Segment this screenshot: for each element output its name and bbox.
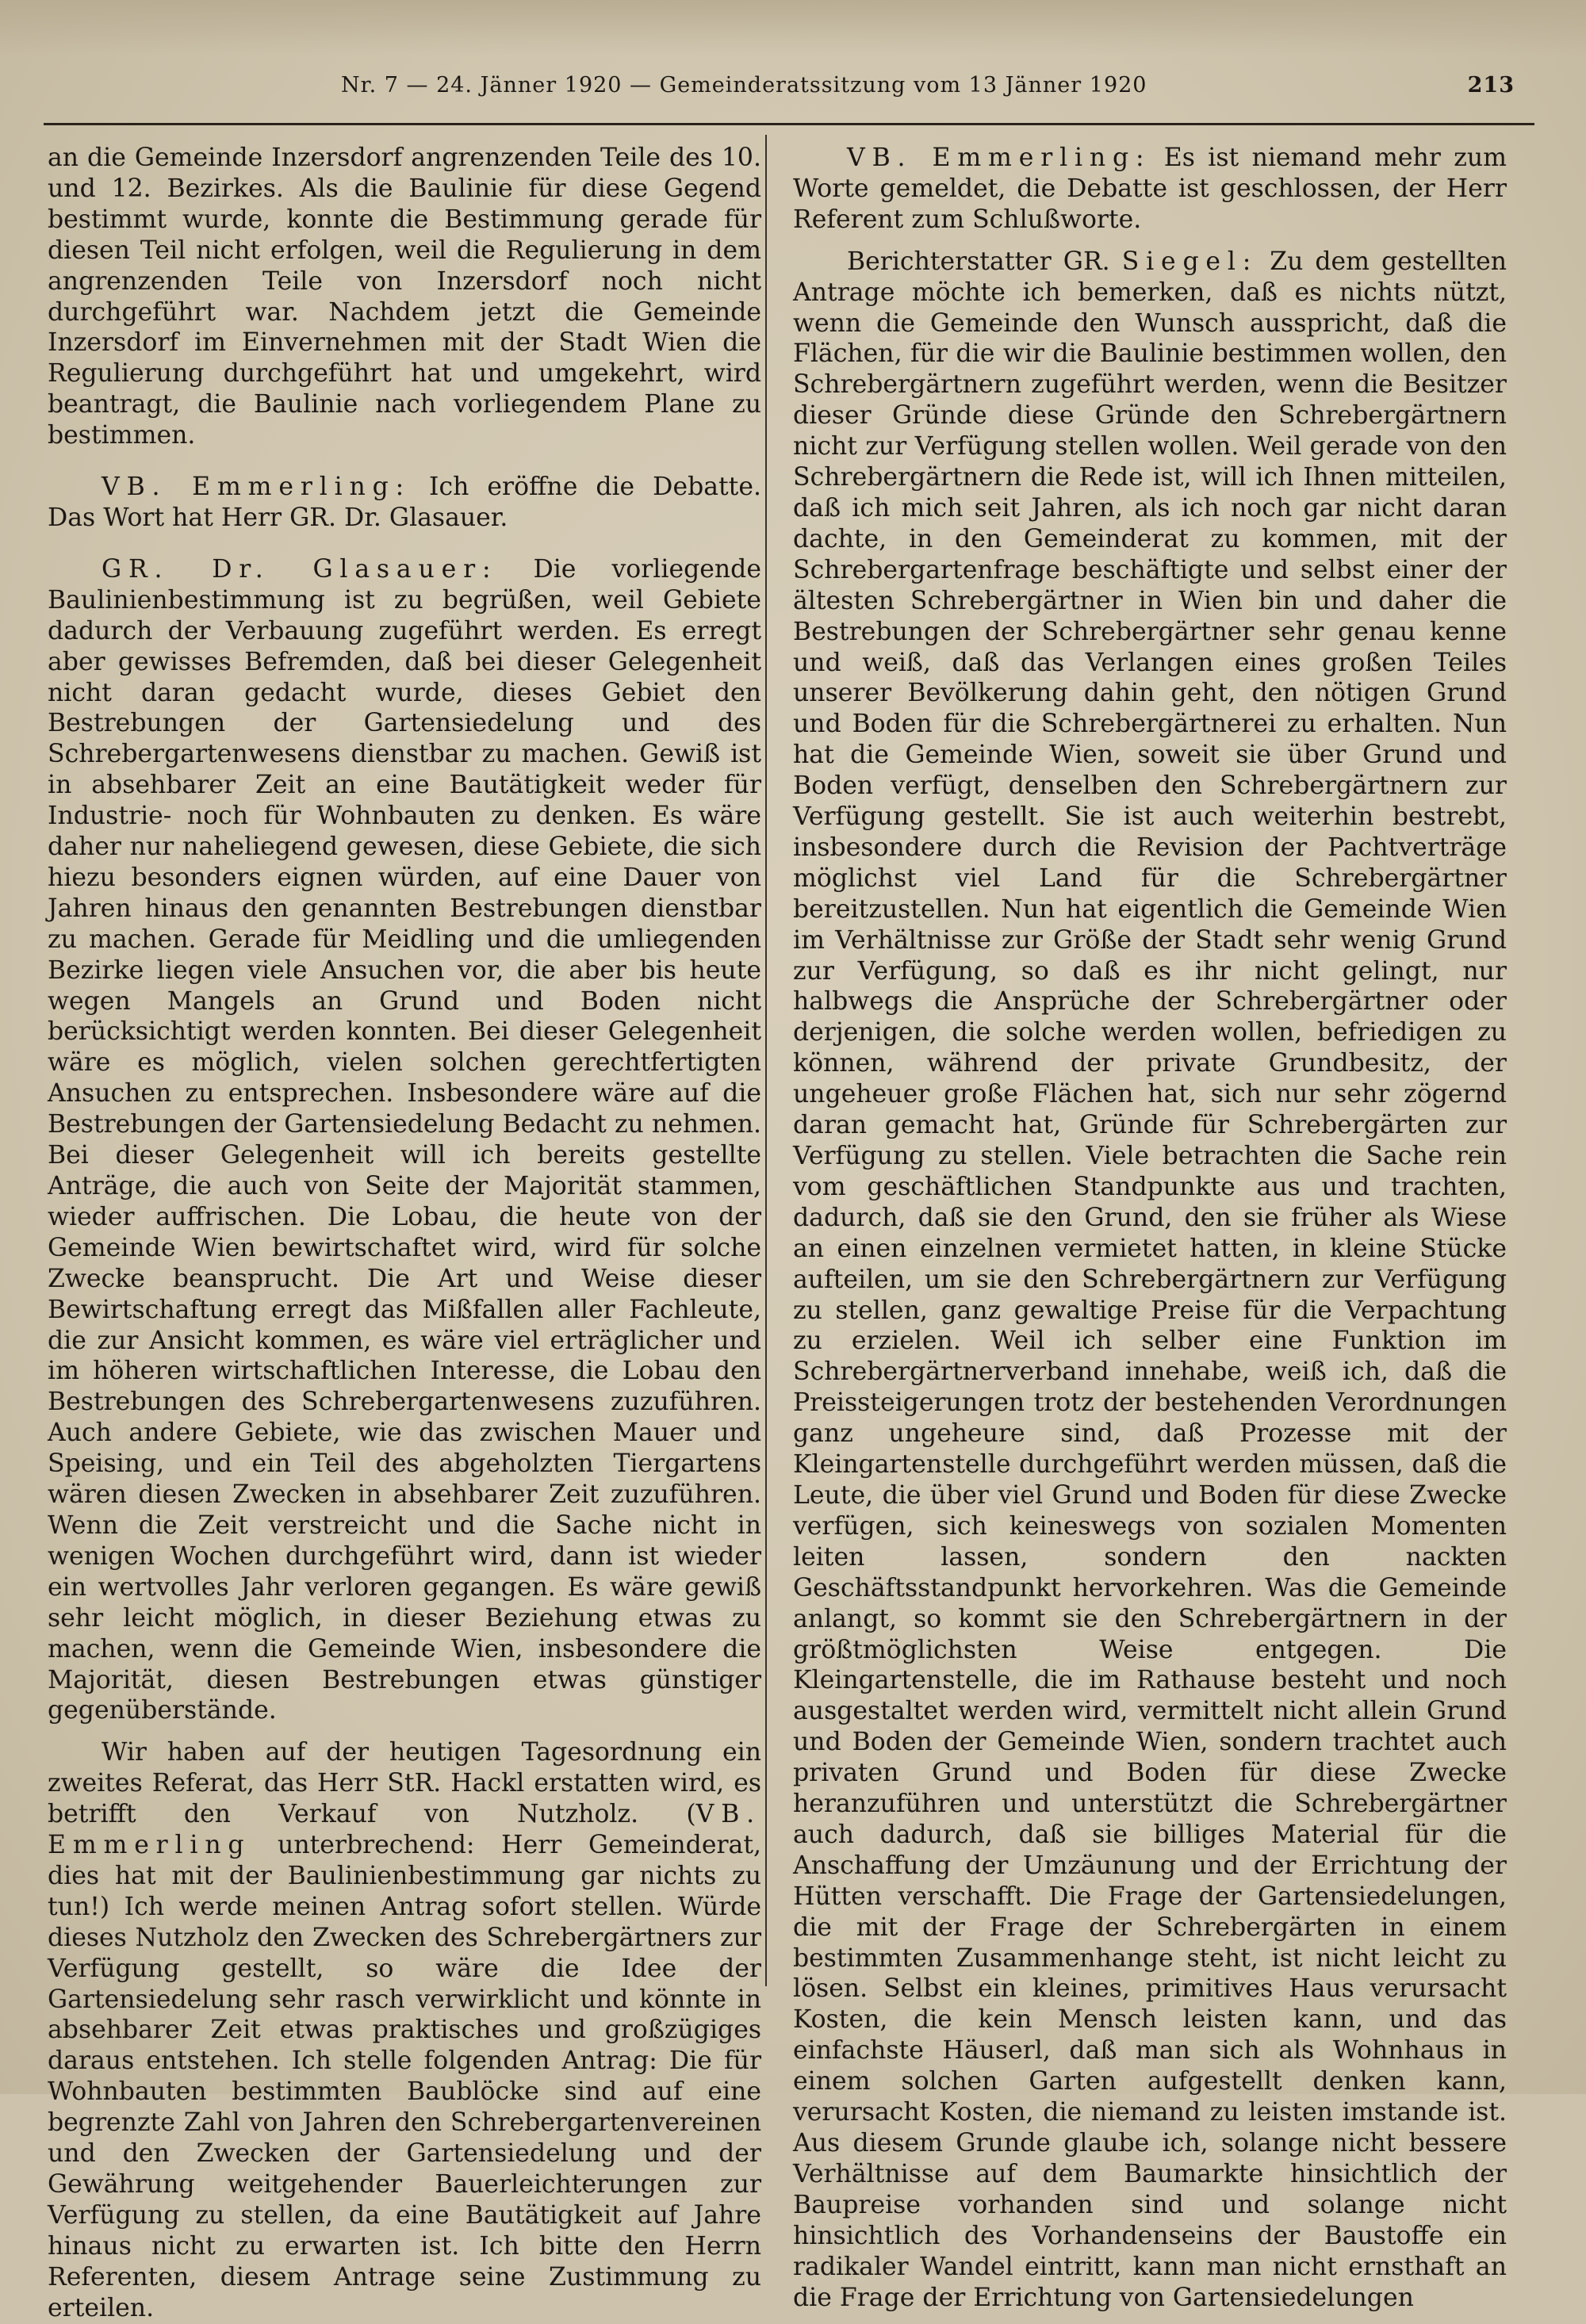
paragraph bbox=[48, 472, 761, 534]
paragraph-text: Es ist niemand mehr zum Worte gemeldet, die Debatte ist geschlossen, der Herr Referent zum Schlußworte. bbox=[793, 144, 1507, 234]
speaker-title: Berichterstatter GR. bbox=[847, 247, 1110, 276]
paragraph-text: Ich eröffne die Debatte. Das Wort hat Herr GR. Dr. Glasauer. bbox=[48, 473, 761, 532]
right-column bbox=[793, 143, 1507, 2312]
paragraph bbox=[793, 143, 1507, 235]
speaker-name: VB. Emmerling: bbox=[102, 473, 412, 502]
paragraph bbox=[48, 1737, 761, 2323]
paragraph bbox=[48, 143, 761, 451]
running-head: Nr. 7 — 24. Jänner 1920 — Gemeinderatssitzung vom 13 Jänner 1920 bbox=[341, 73, 1147, 98]
column-divider bbox=[765, 135, 767, 1986]
speaker-name: Siegel: bbox=[1121, 247, 1258, 276]
left-column bbox=[48, 143, 761, 2322]
paragraph-text: Wir haben auf der heutigen Tagesordnung ein zweites Referat, das Herr StR. Hackl erstatten wird, es betrifft den Verkauf von Nutzholz. ( bbox=[48, 1738, 761, 1829]
page-number: 213 bbox=[1467, 73, 1515, 98]
paragraph-text: Die vorliegende Baulinienbestimmung ist zu begrüßen, weil Gebiete dadurch der Verbauung zugeführt werden. Es erregt aber gewisses Befremden, daß bei dieser Gelegenheit nicht daran gedacht wurde, dieses Gebiet den Bestrebungen der Gartensiedelung und des Schrebergartenwesens dienstbar zu machen. Gewiß ist in absehbarer Zeit an eine Bautätigkeit weder für Industrie- noch für Wohnbauten zu denken. Es wäre daher nur naheliegend gewesen, diese Gebiete, die sich hiezu besonders eignen würden, auf eine Dauer von Jahren hinaus den genannten Bestrebungen dienstbar zu machen. Gerade für Meidling und die umliegenden Bezirke liegen viele Ansuchen vor, die aber bis heute wegen Mangels an Grund und Boden nicht berücksichtigt werden konnten. Bei dieser Gelegenheit wäre es möglich, vielen solchen gerechtfertigten Ansuchen zu entsprechen. Insbesondere wäre auf die Bestrebungen der Gartensiedelung Bedacht zu nehmen. Bei dieser Gelegenheit will ich bereits gestellte Anträge, die auch von Seite der Majorität stammen, wieder auffrischen. Die Lobau, die heute von der Gemeinde Wien bewirtschaftet wird, wird für solche Zwecke beansprucht. Die Art und Weise dieser Bewirtschaftung erregt das Mißfallen aller Fachleute, die zur Ansicht kommen, es wäre viel erträglicher und im höheren wirtschaftlichen Interesse, die Lobau den Bestrebungen des Schrebergartenwesens zuzuführen. Auch andere Gebiete, wie das zwischen Mauer und Speising, und ein Teil des abgeholzten Tiergartens wären diesen Zwecken in absehbarer Zeit zuzuführen. Wenn die Zeit verstreicht und die Sache nicht in wenigen Wochen durchgeführt wird, dann ist wieder ein wertvolles Jahr verloren gegangen. Es wäre gewiß sehr leicht möglich, in dieser Beziehung etwas zu machen, wenn die Gemeinde Wien, insbesondere die Majorität, diesen Bestrebungen etwas günstiger gegenüberstände. bbox=[48, 554, 761, 1725]
speaker-name: VB. Emmerling: bbox=[847, 144, 1151, 172]
page-edge-shading bbox=[0, 0, 1586, 56]
paragraph-text: unterbrechend: Herr Gemeinderat, dies hat mit der Baulinienbestimmung gar nichts zu tun!) Ich werde meinen Antrag sofort stellen. Würde dieses Nutzholz den Zwecken des Schrebergärtners zur Verfügung gestellt, so wäre die Idee der Gartensiedelung sehr rasch verwirklicht und könnte in absehbarer Zeit etwas praktisches und großzügiges daraus entstehen. Ich stelle folgenden Antrag: Die für Wohnbauten bestimmten Baublöcke sind auf eine begrenzte Zahl von Jahren den Schrebergartenvereinen und den Zwecken der Gartensiedelung und der Gewährung weitgehender Bauerleichterungen zur Verfügung zu stellen, da eine Bautätigkeit auf Jahre hinaus nicht zu erwarten ist. Ich bitte den Herrn Referenten, diesem Antrage seine Zustimmung zu erteilen. bbox=[48, 1831, 761, 2322]
speaker-name: GR. Dr. Glasauer: bbox=[102, 554, 498, 584]
paragraph bbox=[793, 247, 1507, 2314]
paragraph bbox=[48, 554, 761, 1726]
paragraph-text: Zu dem gestellten Antrage möchte ich bemerken, daß es nichts nützt, wenn die Gemeinde den Wunsch ausspricht, daß die Flächen, für die wir die Baulinie bestimmen wollen, den Schrebergärtnern zugeführt werden, wenn die Besitzer dieser Gründe diese Gründe den Schrebergärtnern nicht zur Verfügung stellen wollen. Weil gerade von den Schrebergärtnern die Rede ist, will ich Ihnen mitteilen, daß ich mich seit Jahren, als ich noch gar nicht daran dachte, in den Gemeinderat zu kommen, mit der Schrebergartenfrage beschäftigte und selbst einer der ältesten Schrebergärtner in Wien bin und daher die Bestrebungen der Schrebergärtner sehr genau kenne und weiß, daß das Verlangen eines großen Teiles unserer Bevölkerung dahin geht, den nötigen Grund und Boden für die Schrebergärtnerei zu erhalten. Nun hat die Gemeinde Wien, soweit sie über Grund und Boden verfügt, denselben den Schrebergärtnern zur Verfügung gestellt. Sie ist auch weiterhin bestrebt, insbesondere durch die Revision der Pachtverträge möglichst viel Land für die Schrebergärtner bereitzustellen. Nun hat eigentlich die Gemeinde Wien im Verhältnisse zur Größe der Stadt sehr wenig Grund zur Verfügung, so daß es ihr nicht gelingt, nur halbwegs die Ansprüche der Schrebergärtner oder derjenigen, die solche werden wollen, befriedigen zu können, während der private Grundbesitz, der ungeheuer große Flächen hat, sich nur sehr zögernd daran gemacht hat, Gründe für Schrebergärten zur Verfügung zu stellen. Viele betrachten die Sache rein vom geschäftlichen Standpunkte aus und trachten, dadurch, daß sie den Grund, den sie früher als Wiese an einen einzelnen vermietet hatten, in kleine Stücke aufteilen, um sie den Schrebergärtnern zur Verfügung zu stellen, ganz gewaltige Preise für die Verpachtung zu erzielen. Weil ich selber eine Funktion im Schrebergärtnerverband innehabe, weiß ich, daß die Preissteigerungen trotz der bestehenden Verordnungen ganz ungeheure sind, daß Prozesse mit der Kleingartenstelle durchgeführt werden müssen, daß die Leute, die über viel Grund und Boden für diese Zwecke verfügen, sich keineswegs von sozialen Momenten leiten lassen, sondern den nackten Geschäftsstandpunkt hervorkehren. Was die Gemeinde anlangt, so kommt sie den Schrebergärtnern in der größtmöglichsten Weise entgegen. Die Kleingartenstelle, die im Rathause besteht und noch ausgestaltet werden wird, vermittelt nicht allein Grund und Boden der Gemeinde Wien, sondern trachtet auch privaten Grund und Boden für diese Zwecke heranzuführen und unterstützt die Schrebergärtner auch dadurch, daß sie billiges Material für die Anschaffung der Umzäunung und der Errichtung der Hütten verschafft. Die Frage der Gartensiedelungen, die mit der Frage der Schrebergärten in einem bestimmten Zusammenhange steht, ist nicht leicht zu lösen. Selbst ein kleines, primitives Haus verursacht Kosten, die kein Mensch leisten kann, und das einfachste Häuserl, daß man sich als Wohnhaus in einem solchen Garten aufgestellt denken kann, verursacht Kosten, die niemand zu leisten imstande ist. Aus diesem Grunde glaube ich, solange nicht bessere Verhältnisse auf dem Baumarkte hinsichtlich der Baupreise vorhanden sind und solange nicht hinsichtlich des Vorhandenseins der Baustoffe ein radikaler Wandel eintritt, kann man nicht ernsthaft an die Frage der Errichtung von Gartensiedelungen bbox=[793, 247, 1507, 2312]
speaker-name: VB. Emmerling bbox=[48, 1800, 761, 1860]
page-header bbox=[341, 73, 1515, 105]
paragraph-text: an die Gemeinde Inzersdorf angrenzenden Teile des 10. und 12. Bezirkes. Als die Baulinie für diese Gegend bestimmt wurde, konnte die Bestimmung gerade für diesen Teil nicht erfolgen, weil die Regulierung in dem angrenzenden Teile von Inzersdorf noch nicht durchgeführt war. Nachdem jetzt die Gemeinde Inzersdorf im Einvernehmen mit der Stadt Wien die Regulierung durchgeführt hat und umgekehrt, wird beantragt, die Baulinie nach vorliegendem Plane zu bestimmen. bbox=[48, 144, 761, 450]
header-rule bbox=[44, 123, 1534, 125]
